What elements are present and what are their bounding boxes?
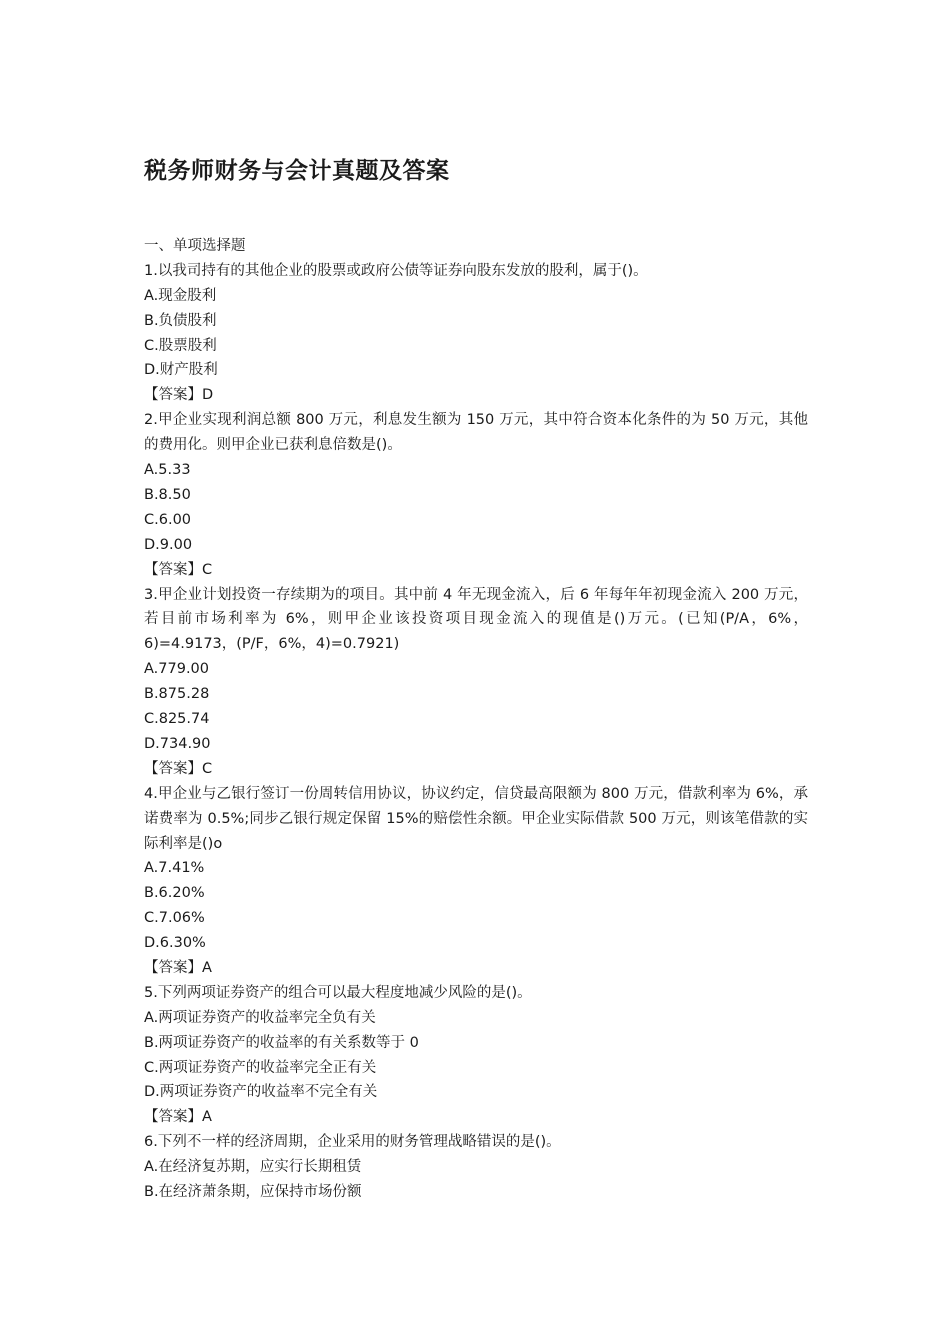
option: D.财产股利 [144,362,218,379]
answer: 【答案】D [144,387,214,404]
section-heading: 一、单项选择题 [144,238,246,254]
option: D.6.30% [144,935,206,952]
option: B.8.50 [144,486,191,503]
answer: 【答案】C [144,760,213,777]
question-2-stem: 2.甲企业实现利润总额 800 万元，利息发生额为 150 万元，其中符合资本化条件的为 50 万元，其他的费用化。则甲企业已获利息倍数是()。 [144,412,808,454]
option: B.在经济萧条期，应保持市场份额 [144,1184,362,1201]
document-body [144,234,808,1205]
question-5-stem: 5.下列两项证券资产的组合可以最大程度地减少风险的是()。 [144,984,532,1001]
question-1-stem: 1.以我司持有的其他企业的股票或政府公债等证券向股东发放的股利，属于()。 [144,262,648,279]
answer: 【答案】A [144,1109,212,1126]
option: A.在经济复苏期，应实行长期租赁 [144,1159,362,1176]
option: C.825.74 [144,711,210,728]
option: C.股票股利 [144,337,217,354]
option: B.875.28 [144,686,210,703]
option: C.7.06% [144,910,205,927]
answer: 【答案】A [144,959,212,976]
option: A.现金股利 [144,287,217,304]
option: D.两项证券资产的收益率不完全有关 [144,1084,378,1101]
option: D.734.90 [144,735,211,752]
option: A.5.33 [144,462,191,479]
question-3-stem: 3.甲企业计划投资一存续期为的项目。其中前 4 年无现金流入，后 6 年每年年初现金流入 200 万元，若目前市场利率为 6%，则甲企业该投资项目现金流入的现值是()万元。(已知(P/A，6%，6)=4.9173，(P/F，6%，4)=0.7921) [144,586,808,653]
answer: 【答案】C [144,561,213,578]
option: C.6.00 [144,511,192,528]
option: A.两项证券资产的收益率完全负有关 [144,1009,376,1026]
option: C.两项证券资产的收益率完全正有关 [144,1059,377,1076]
question-6-stem: 6.下列不一样的经济周期，企业采用的财务管理战略错误的是()。 [144,1134,561,1151]
option: A.7.41% [144,860,205,877]
question-4-stem: 4.甲企业与乙银行签订一份周转信用协议，协议约定，信贷最高限额为 800 万元，借款利率为 6%，承诺费率为 0.5%;同步乙银行规定保留 15%的赔偿性余额。甲企业实际借款 500 万元，则该笔借款的实际利率是()o [144,785,808,852]
option: D.9.00 [144,536,193,553]
option: A.779.00 [144,661,210,678]
option: B.两项证券资产的收益率的有关系数等于 0 [144,1034,419,1051]
option: B.6.20% [144,885,205,902]
option: B.负债股利 [144,312,217,329]
document-title: 税务师财务与会计真题及答案 [144,158,450,184]
